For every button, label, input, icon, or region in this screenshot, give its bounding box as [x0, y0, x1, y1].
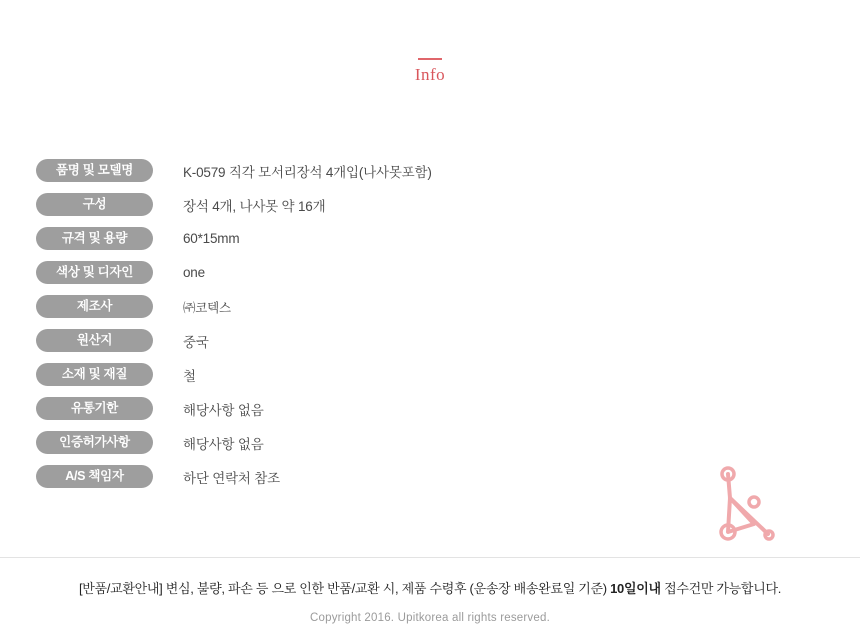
- spec-label-cell: [36, 361, 153, 388]
- footer-divider: [0, 557, 860, 558]
- spec-label-cell: [36, 293, 153, 320]
- spec-label-cell: [36, 225, 153, 252]
- spec-value: 하단 연락처 참조: [183, 470, 280, 486]
- spec-label-cell: [36, 191, 153, 218]
- spec-label: 소재 및 재질: [36, 363, 153, 386]
- info-title: Info: [414, 65, 446, 84]
- spec-value: 철: [183, 368, 196, 384]
- spec-value: ㈜코텍스: [183, 300, 231, 315]
- table-row: [36, 157, 736, 184]
- return-notice-highlight: 10일이내: [610, 581, 661, 596]
- spec-label-cell: [36, 429, 153, 456]
- spec-table-body: [36, 157, 736, 490]
- spec-label: 구성: [36, 193, 153, 216]
- table-row: [36, 225, 736, 252]
- spec-value: K-0579 직각 모서리장석 4개입(나사못포함): [183, 164, 432, 180]
- spec-value: one: [183, 265, 205, 280]
- table-row: [36, 361, 736, 388]
- spec-value: 해당사항 없음: [183, 402, 264, 418]
- spec-label: 유통기한: [36, 397, 153, 420]
- table-row: [36, 259, 736, 286]
- table-row: [36, 463, 736, 490]
- copyright-text: Copyright 2016. Upitkorea all rights reserved.: [310, 612, 550, 624]
- table-row: [36, 395, 736, 422]
- spec-table: [36, 150, 736, 497]
- return-notice-part2: 접수건만 가능합니다.: [660, 581, 782, 596]
- spec-label-cell: [36, 395, 153, 422]
- table-row: [36, 429, 736, 456]
- spec-label: 제조사: [36, 295, 153, 318]
- spec-value: 중국: [183, 334, 209, 350]
- spec-label-cell: [36, 259, 153, 286]
- table-row: [36, 327, 736, 354]
- spec-label: 원산지: [36, 329, 153, 352]
- info-heading: [0, 58, 860, 83]
- info-underline: [418, 58, 442, 60]
- spec-label: A/S 책임자: [36, 465, 153, 488]
- table-row: [36, 293, 736, 320]
- spec-label: 품명 및 모델명: [36, 159, 153, 182]
- spec-label: 인증허가사항: [36, 431, 153, 454]
- spec-label: 색상 및 디자인: [36, 261, 153, 284]
- spec-value: 해당사항 없음: [183, 436, 264, 452]
- spec-label-cell: [36, 157, 153, 184]
- spec-label-cell: [36, 463, 153, 490]
- return-policy-notice: [0, 578, 860, 597]
- spec-value: 60*15mm: [183, 231, 240, 246]
- spec-label-cell: [36, 327, 153, 354]
- decorative-hardware-icon: [682, 450, 792, 550]
- spec-label: 규격 및 용량: [36, 227, 153, 250]
- table-row: [36, 191, 736, 218]
- spec-value: 장석 4개, 나사못 약 16개: [183, 198, 326, 214]
- return-notice-part1: [반품/교환안내] 변심, 불량, 파손 등 으로 인한 반품/교환 시, 제품 수령후 (운송장 배송완료일 기준): [78, 581, 611, 596]
